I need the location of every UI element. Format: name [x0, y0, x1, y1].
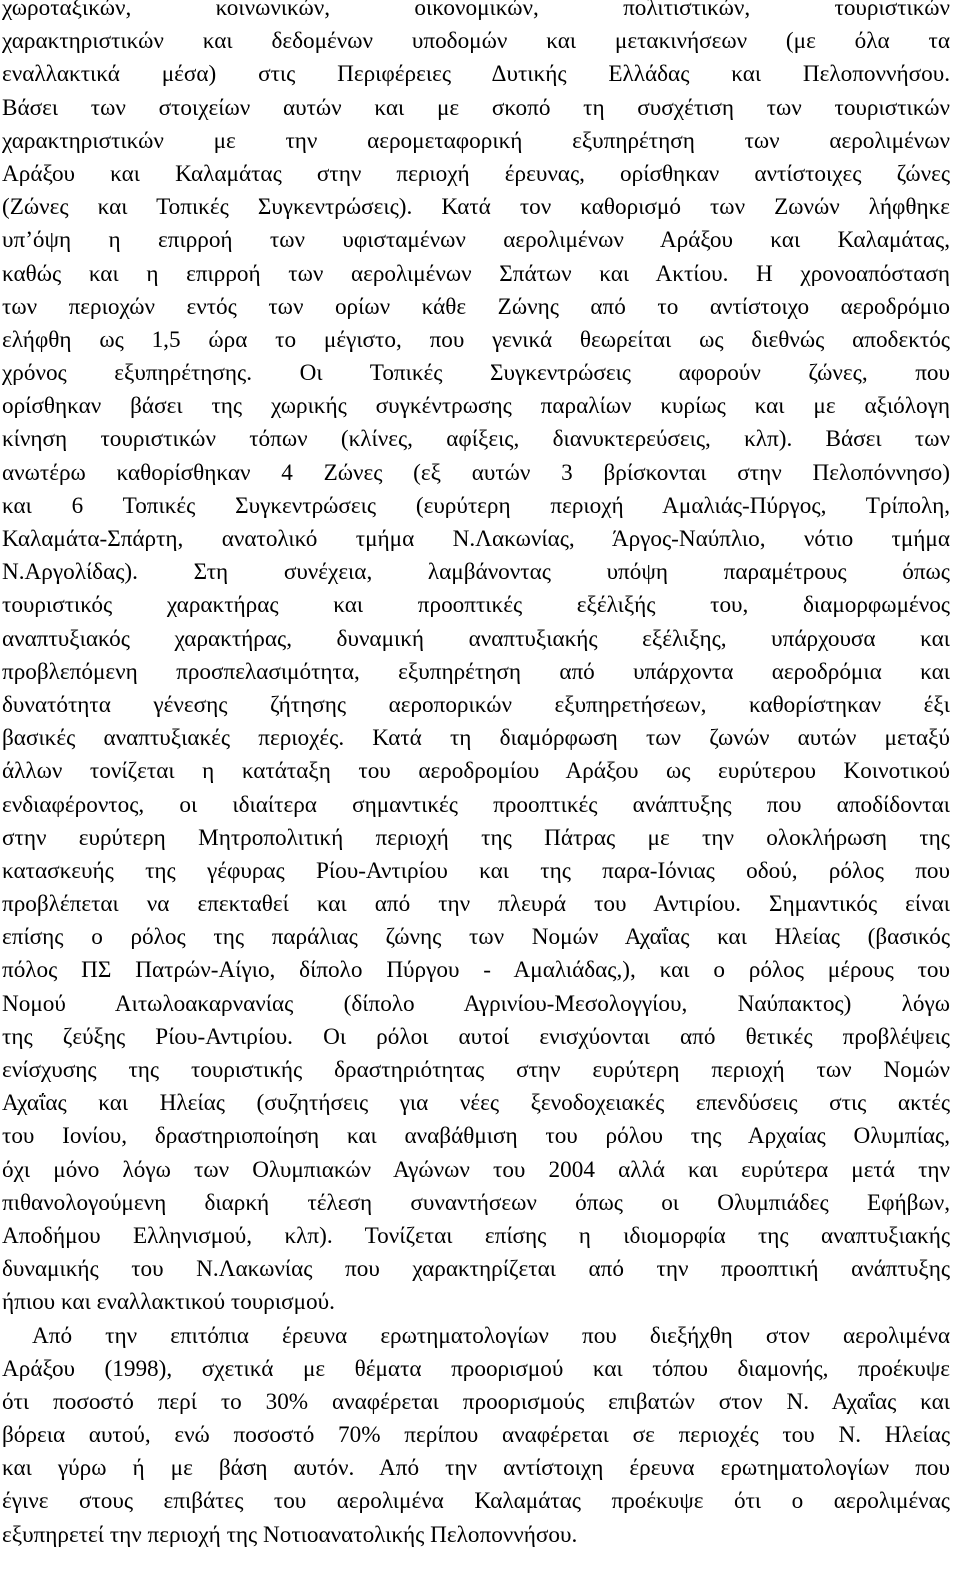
- text-line: χαρακτηριστικών και δεδομένων υποδομών και μετακινήσεων (με όλα τα: [2, 28, 950, 55]
- paragraph-start-line: Από την επιτόπια έρευνα ερωτηματολογίων που διεξήχθη στον αερολιμένα: [32, 1322, 950, 1349]
- text-line: υπ’όψη η επιρροή των υφισταμένων αερολιμένων Αράξου και Καλαμάτας,: [2, 227, 950, 254]
- text-line: της ζεύξης Ρίου-Αντιρίου. Οι ρόλοι αυτοί ενισχύονται από θετικές προβλέψεις: [2, 1023, 950, 1050]
- text-line: ανωτέρω καθορίσθηκαν 4 Ζώνες (εξ αυτών 3 βρίσκονται στην Πελοπόννησο): [2, 459, 950, 486]
- text-line: άλλων τονίζεται η κατάταξη του αεροδρομίου Αράξου ως ευρύτερου Κοινοτικού: [2, 758, 950, 785]
- paragraph-end-line: εξυπηρετεί την περιοχή της Νοτιοανατολικής Πελοποννήσου.: [2, 1521, 578, 1548]
- text-line: ενδιαφέροντος, οι ιδιαίτερα σημαντικές προοπτικές ανάπτυξης που αποδίδονται: [2, 791, 950, 818]
- text-line: εναλλακτικά μέσα) στις Περιφέρειες Δυτικής Ελλάδας και Πελοποννήσου.: [2, 61, 950, 88]
- text-line: και γύρω ή με βάση αυτόν. Από την αντίστοιχη έρευνα ερωτηματολογίων που: [2, 1455, 950, 1482]
- text-line: πιθανολογούμενη διαρκή τέλεση συναντήσεων όπως οι Ολυμπιάδες Εφήβων,: [2, 1189, 950, 1216]
- text-line: έγινε στους επιβάτες του αερολιμένα Καλαμάτας προέκυψε ότι ο αερολιμένας: [2, 1488, 950, 1515]
- text-line: δυνατότητα γένεσης ζήτησης αεροπορικών εξυπηρετήσεων, καθορίστηκαν έξι: [2, 691, 950, 718]
- text-line: χαρακτηριστικών με την αερομεταφορική εξυπηρέτηση των αερολιμένων: [2, 127, 950, 154]
- text-line: Ν.Αργολίδας). Στη συνέχεια, λαμβάνοντας υπόψη παραμέτρους όπως: [2, 559, 950, 586]
- text-line: όχι μόνο λόγω των Ολυμπιακών Αγώνων του 2004 αλλά και ευρύτερα μετά την: [2, 1156, 950, 1183]
- text-line: χρόνος εξυπηρέτησης. Οι Τοπικές Συγκεντρώσεις αφορούν ζώνες, που: [2, 360, 950, 387]
- text-line: του Ιονίου, δραστηριοποίηση και αναβάθμιση του ρόλου της Αρχαίας Ολυμπίας,: [2, 1123, 950, 1150]
- paragraph-end-line: ήπιου και εναλλακτικού τουρισμού.: [2, 1289, 335, 1316]
- text-line: προβλεπόμενη προσπελασιμότητα, εξυπηρέτηση από υπάρχοντα αεροδρόμια και: [2, 658, 950, 685]
- text-line: τουριστικός χαρακτήρας και προοπτικές εξέλιξής του, διαμορφωμένος: [2, 592, 950, 619]
- text-line: καθώς και η επιρροή των αερολιμένων Σπάτων και Ακτίου. Η χρονοαπόσταση: [2, 260, 950, 287]
- text-line: ότι ποσοστό περί το 30% αναφέρεται προορισμούς επιβατών στον Ν. Αχαΐας και: [2, 1388, 950, 1415]
- text-line: πόλος ΠΣ Πατρών-Αίγιο, δίπολο Πύργου - Αμαλιάδας,), και ο ρόλος μέρους του: [2, 957, 950, 984]
- text-line: στην ευρύτερη Μητροπολιτική περιοχή της Πάτρας με την ολοκλήρωση της: [2, 824, 950, 851]
- text-line: Αράξου (1998), σχετικά με θέματα προορισμού και τόπου διαμονής, προέκυψε: [2, 1355, 950, 1382]
- text-line: των περιοχών εντός των ορίων κάθε Ζώνης από το αντίστοιχο αεροδρόμιο: [2, 293, 950, 320]
- text-line: (Ζώνες και Τοπικές Συγκεντρώσεις). Κατά τον καθορισμό των Ζωνών λήφθηκε: [2, 194, 950, 221]
- text-line: επίσης ο ρόλος της παράλιας ζώνης των Νομών Αχαΐας και Ηλείας (βασικός: [2, 924, 950, 951]
- text-line: χωροταξικών, κοινωνικών, οικονομικών, πολιτιστικών, τουριστικών: [2, 0, 950, 21]
- text-line: κίνηση τουριστικών τόπων (κλίνες, αφίξεις, διανυκτερεύσεις, κλπ). Βάσει των: [2, 426, 950, 453]
- text-line: Αχαΐας και Ηλείας (συζητήσεις για νέες ξενοδοχειακές επενδύσεις στις ακτές: [2, 1090, 950, 1117]
- text-line: και 6 Τοπικές Συγκεντρώσεις (ευρύτερη περιοχή Αμαλιάς-Πύργος, Τρίπολη,: [2, 492, 950, 519]
- text-line: ορίσθηκαν βάσει της χωρικής συγκέντρωσης παραλίων κυρίως και με αξιόλογη: [2, 393, 950, 420]
- text-line: βόρεια αυτού, ενώ ποσοστό 70% περίπου αναφέρεται σε περιοχές του Ν. Ηλείας: [2, 1422, 950, 1449]
- text-line: Βάσει των στοιχείων αυτών και με σκοπό τη συσχέτιση των τουριστικών: [2, 94, 950, 121]
- text-line: ελήφθη ως 1,5 ώρα το μέγιστο, που γενικά θεωρείται ως διεθνώς αποδεκτός: [2, 326, 950, 353]
- text-line: Αποδήμου Ελληνισμού, κλπ). Τονίζεται επίσης η ιδιομορφία της αναπτυξιακής: [2, 1222, 950, 1249]
- text-line: βασικές αναπτυξιακές περιοχές. Κατά τη διαμόρφωση των ζωνών αυτών μεταξύ: [2, 725, 950, 752]
- text-line: Καλαμάτα-Σπάρτη, ανατολικό τμήμα Ν.Λακωνίας, Άργος-Ναύπλιο, νότιο τμήμα: [2, 526, 950, 552]
- text-line: κατασκευής της γέφυρας Ρίου-Αντιρίου και της παρα-Ιόνιας οδού, ρόλος που: [2, 857, 950, 884]
- text-line: αναπτυξιακός χαρακτήρας, δυναμική αναπτυξιακής εξέλιξης, υπάρχουσα και: [2, 625, 950, 652]
- text-line: ενίσχυσης της τουριστικής δραστηριότητας στην ευρύτερη περιοχή των Νομών: [2, 1057, 950, 1083]
- text-line: Νομού Αιτωλοακαρνανίας (δίπολο Αγρινίου-Μεσολογγίου, Ναύπακτος) λόγω: [2, 990, 950, 1017]
- text-line: δυναμικής του Ν.Λακωνίας που χαρακτηρίζεται από την προοπτική ανάπτυξης: [2, 1256, 950, 1283]
- body-text: [2, 0, 950, 1552]
- text-line: Αράξου και Καλαμάτας στην περιοχή έρευνας, ορίσθηκαν αντίστοιχες ζώνες: [2, 160, 950, 187]
- text-line: προβλέπεται να επεκταθεί και από την πλευρά του Αντιρίου. Σημαντικός είναι: [2, 891, 950, 918]
